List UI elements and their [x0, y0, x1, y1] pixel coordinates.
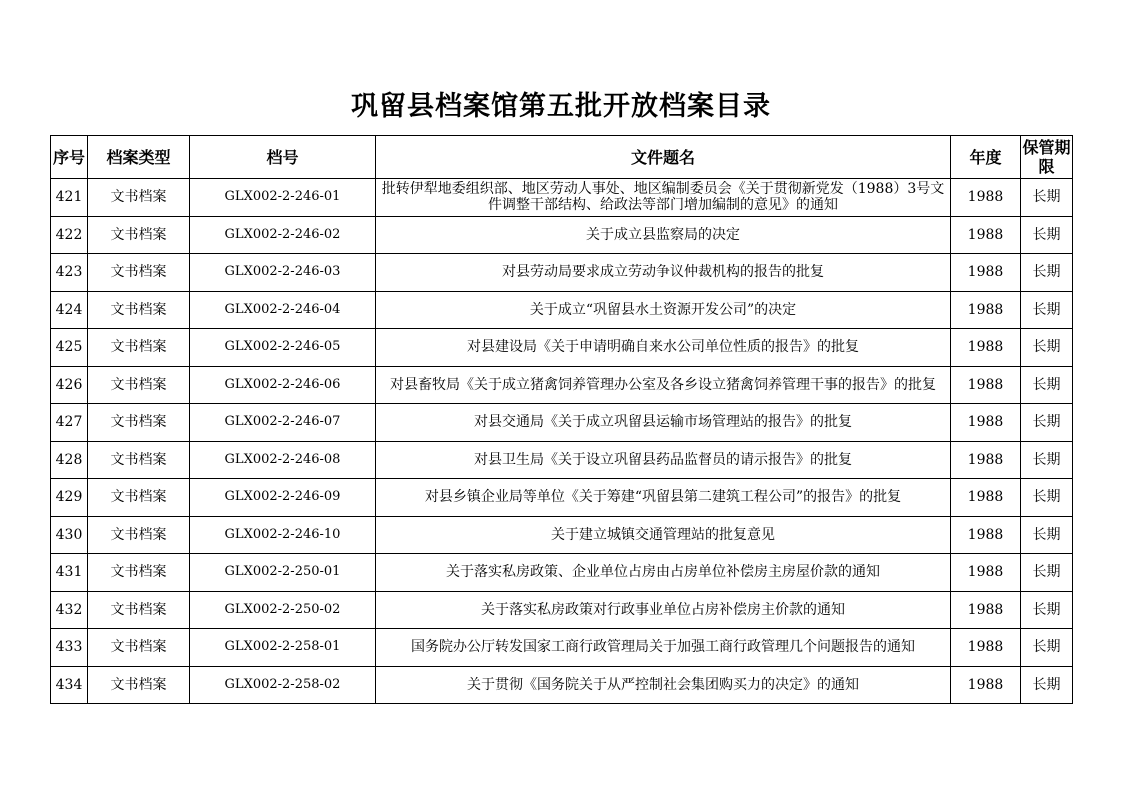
cell-type: 文书档案 — [88, 441, 190, 479]
cell-year: 1988 — [951, 366, 1021, 404]
cell-title: 批转伊犁地委组织部、地区劳动人事处、地区编制委员会《关于贯彻新党发（1988）3号文件调整干部结构、给政法等部门增加编制的意见》的通知 — [376, 179, 951, 217]
cell-title: 关于落实私房政策、企业单位占房由占房单位补偿房主房屋价款的通知 — [376, 554, 951, 592]
cell-title: 关于成立县监察局的决定 — [376, 216, 951, 254]
header-doc-title: 文件题名 — [376, 136, 951, 179]
cell-code: GLX002-2-246-04 — [190, 291, 376, 329]
cell-code: GLX002-2-250-01 — [190, 554, 376, 592]
cell-seq: 425 — [51, 329, 88, 367]
cell-title: 对县畜牧局《关于成立猪禽饲养管理办公室及各乡设立猪禽饲养管理干事的报告》的批复 — [376, 366, 951, 404]
cell-period: 长期 — [1021, 179, 1073, 217]
cell-seq: 434 — [51, 666, 88, 704]
cell-period: 长期 — [1021, 479, 1073, 517]
cell-code: GLX002-2-246-09 — [190, 479, 376, 517]
cell-code: GLX002-2-246-07 — [190, 404, 376, 442]
cell-period: 长期 — [1021, 216, 1073, 254]
cell-seq: 431 — [51, 554, 88, 592]
table-row — [51, 441, 1073, 479]
cell-title: 关于成立“巩留县水土资源开发公司”的决定 — [376, 291, 951, 329]
cell-period: 长期 — [1021, 254, 1073, 292]
cell-type: 文书档案 — [88, 179, 190, 217]
cell-type: 文书档案 — [88, 216, 190, 254]
cell-year: 1988 — [951, 291, 1021, 329]
cell-seq: 433 — [51, 629, 88, 667]
cell-period: 长期 — [1021, 666, 1073, 704]
cell-year: 1988 — [951, 666, 1021, 704]
header-period: 保管期限 — [1021, 136, 1073, 179]
header-seq: 序号 — [51, 136, 88, 179]
archive-catalog-table — [50, 135, 1073, 704]
cell-type: 文书档案 — [88, 254, 190, 292]
cell-period: 长期 — [1021, 554, 1073, 592]
cell-code: GLX002-2-258-01 — [190, 629, 376, 667]
table-row — [51, 329, 1073, 367]
table-row — [51, 291, 1073, 329]
cell-period: 长期 — [1021, 591, 1073, 629]
cell-code: GLX002-2-246-05 — [190, 329, 376, 367]
cell-code: GLX002-2-246-02 — [190, 216, 376, 254]
table-row — [51, 216, 1073, 254]
cell-period: 长期 — [1021, 329, 1073, 367]
cell-seq: 432 — [51, 591, 88, 629]
cell-type: 文书档案 — [88, 516, 190, 554]
cell-title: 关于贯彻《国务院关于从严控制社会集团购买力的决定》的通知 — [376, 666, 951, 704]
cell-year: 1988 — [951, 629, 1021, 667]
cell-year: 1988 — [951, 441, 1021, 479]
table-row — [51, 516, 1073, 554]
cell-type: 文书档案 — [88, 404, 190, 442]
table-row — [51, 179, 1073, 217]
cell-code: GLX002-2-250-02 — [190, 591, 376, 629]
cell-seq: 424 — [51, 291, 88, 329]
header-year: 年度 — [951, 136, 1021, 179]
table-row — [51, 254, 1073, 292]
cell-seq: 426 — [51, 366, 88, 404]
cell-code: GLX002-2-246-10 — [190, 516, 376, 554]
cell-type: 文书档案 — [88, 666, 190, 704]
cell-type: 文书档案 — [88, 591, 190, 629]
cell-title: 对县交通局《关于成立巩留县运输市场管理站的报告》的批复 — [376, 404, 951, 442]
cell-year: 1988 — [951, 254, 1021, 292]
cell-period: 长期 — [1021, 516, 1073, 554]
cell-type: 文书档案 — [88, 366, 190, 404]
cell-title: 对县乡镇企业局等单位《关于筹建“巩留县第二建筑工程公司”的报告》的批复 — [376, 479, 951, 517]
cell-code: GLX002-2-246-08 — [190, 441, 376, 479]
cell-title: 对县劳动局要求成立劳动争议仲裁机构的报告的批复 — [376, 254, 951, 292]
cell-type: 文书档案 — [88, 554, 190, 592]
header-code: 档号 — [190, 136, 376, 179]
cell-type: 文书档案 — [88, 329, 190, 367]
cell-year: 1988 — [951, 479, 1021, 517]
cell-period: 长期 — [1021, 629, 1073, 667]
cell-code: GLX002-2-246-03 — [190, 254, 376, 292]
cell-period: 长期 — [1021, 366, 1073, 404]
table-header-row — [51, 136, 1073, 179]
cell-code: GLX002-2-246-01 — [190, 179, 376, 217]
table-row — [51, 554, 1073, 592]
cell-year: 1988 — [951, 216, 1021, 254]
cell-period: 长期 — [1021, 291, 1073, 329]
cell-year: 1988 — [951, 516, 1021, 554]
cell-title: 关于落实私房政策对行政事业单位占房补偿房主价款的通知 — [376, 591, 951, 629]
header-type: 档案类型 — [88, 136, 190, 179]
cell-period: 长期 — [1021, 441, 1073, 479]
cell-year: 1988 — [951, 591, 1021, 629]
cell-code: GLX002-2-258-02 — [190, 666, 376, 704]
cell-year: 1988 — [951, 404, 1021, 442]
cell-type: 文书档案 — [88, 479, 190, 517]
table-row — [51, 404, 1073, 442]
cell-seq: 421 — [51, 179, 88, 217]
table-row — [51, 629, 1073, 667]
cell-title: 对县建设局《关于申请明确自来水公司单位性质的报告》的批复 — [376, 329, 951, 367]
table-row — [51, 666, 1073, 704]
cell-seq: 428 — [51, 441, 88, 479]
table-row — [51, 479, 1073, 517]
cell-title: 对县卫生局《关于设立巩留县药品监督员的请示报告》的批复 — [376, 441, 951, 479]
cell-title: 国务院办公厅转发国家工商行政管理局关于加强工商行政管理几个问题报告的通知 — [376, 629, 951, 667]
cell-type: 文书档案 — [88, 291, 190, 329]
cell-seq: 429 — [51, 479, 88, 517]
cell-seq: 422 — [51, 216, 88, 254]
cell-seq: 430 — [51, 516, 88, 554]
cell-seq: 427 — [51, 404, 88, 442]
cell-year: 1988 — [951, 554, 1021, 592]
table-row — [51, 366, 1073, 404]
cell-year: 1988 — [951, 329, 1021, 367]
cell-year: 1988 — [951, 179, 1021, 217]
cell-type: 文书档案 — [88, 629, 190, 667]
page-title: 巩留县档案馆第五批开放档案目录 — [351, 91, 771, 122]
cell-title: 关于建立城镇交通管理站的批复意见 — [376, 516, 951, 554]
cell-code: GLX002-2-246-06 — [190, 366, 376, 404]
cell-period: 长期 — [1021, 404, 1073, 442]
table-row — [51, 591, 1073, 629]
cell-seq: 423 — [51, 254, 88, 292]
